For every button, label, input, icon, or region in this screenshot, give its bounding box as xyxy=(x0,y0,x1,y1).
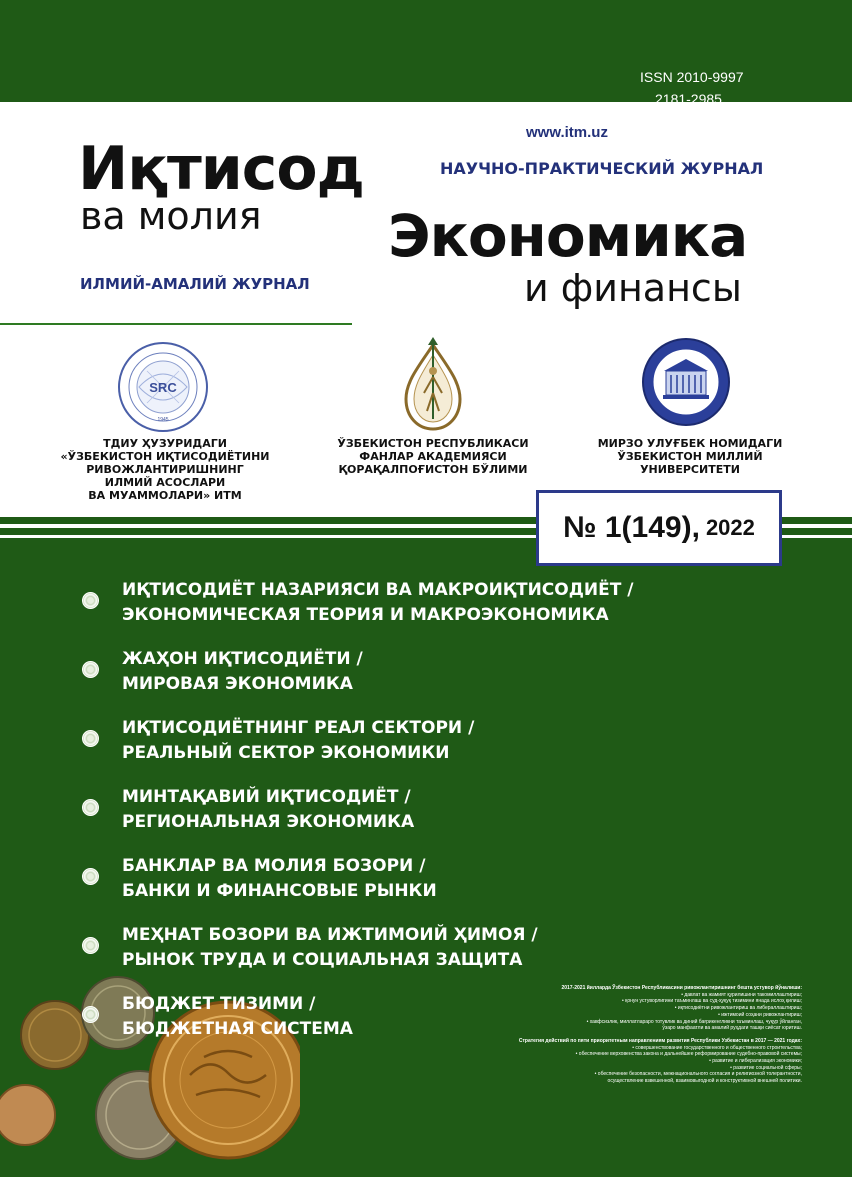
section-title-ru: БЮДЖЕТНАЯ СИСТЕМА xyxy=(122,1019,353,1039)
issue-year: 2022 xyxy=(705,515,755,540)
section-title-ru: РЕАЛЬНЫЙ СЕКТОР ЭКОНОМИКИ xyxy=(122,743,450,763)
section-title-uz: БЮДЖЕТ ТИЗИМИ / xyxy=(122,994,316,1014)
issn-block xyxy=(640,66,800,110)
bullet-icon xyxy=(82,1006,99,1023)
section-title-uz: МЕҲНАТ БОЗОРИ ВА ИЖТИМОИЙ ҲИМОЯ / xyxy=(122,925,538,945)
section-title-ru: РЕГИОНАЛЬНАЯ ЭКОНОМИКА xyxy=(122,812,415,832)
notes-title-uz: 2017-2021 йилларда Ўзбекистон Республикасини ривожлантиришнинг бешта устувор йўналиши: xyxy=(561,985,802,991)
website-link[interactable]: www.itm.uz xyxy=(526,124,608,141)
issn-line-1: ISSN 2010-9997 xyxy=(640,69,744,85)
src-emblem-icon xyxy=(117,341,209,433)
academy-emblem-icon xyxy=(398,337,468,433)
notes-title-ru: Стратегия действий по пяти приоритетным направлениям развития Республики Узбекистан в 2017 — 2021 годах: xyxy=(518,1037,802,1044)
org-name-academy: ЎЗБЕКИСТОН РЕСПУБЛИКАСИ ФАНЛАР АКАДЕМИЯСИ ҚОРАҚАЛПОҒИСТОН БЎЛИМИ xyxy=(337,437,529,476)
section-title-uz: ЖАҲОН ИҚТИСОДИЁТИ / xyxy=(122,649,363,669)
issue-number-box xyxy=(536,490,782,566)
org-name-university: МИРЗО УЛУҒБЕК НОМИДАГИ ЎЗБЕКИСТОН МИЛЛИЙ УНИВЕРСИТЕТИ xyxy=(597,437,783,476)
svg-text:1945: 1945 xyxy=(157,417,169,423)
title-uz-sub: ва молия xyxy=(80,194,262,238)
src-logo-text: SRC xyxy=(149,380,177,395)
issn-line-2: 2181-2985 xyxy=(655,91,722,107)
university-emblem-icon xyxy=(641,337,731,427)
bullet-icon xyxy=(82,592,99,609)
strategy-notes: 2017-2021 йилларда Ўзбекистон Республикасини ривожлантиришнинг бешта устувор йўналиши: • давлат ва жамият қурилишини такомиллаштириш; • қонун устуворлигини таъминлаш ва суд-ҳуқуқ тизимини янада ислоҳ қилиш; • иқтисодиётни ривожлантириш ва либераллаштириш; • ижтимоий соҳани ривожлантириш; • хавфсизлик, миллатлараро тотувлик ва диний бағрикенгликни таъминлаш, чуқур ўйланган, ўзаро манфаатли ва амалий руҳдаги ташқи сиёсат юритиш. Стратегия действий по пяти приоритетным направлениям развития Республики Узбекистан в 2017 — 2021 годах: • совершенствование государственного и общественного строительства; • обеспечение верховенства закона и дальнейшее реформирование судебно-правовой системы; • развитие и либерализация экономики; • развитие социальной сферы; • обеспечение безопасности, межнационального согласия и религиозной толерантности, осуществление взвешенной, взаимовыгодной и конструктивной внешней политики. xyxy=(400,985,802,1085)
bullet-icon xyxy=(82,937,99,954)
title-ru-main: Экономика xyxy=(388,202,748,270)
org-name-itm: ТДИУ ҲУЗУРИДАГИ «ЎЗБЕКИСТОН ИҚТИСОДИЁТИНИ РИВОЖЛАНТИРИШНИНГ ИЛМИЙ АСОСЛАРИ ВА МУАММОЛАРИ» ИТМ xyxy=(60,437,270,502)
bullet-icon xyxy=(82,661,99,678)
section-title-ru: ЭКОНОМИЧЕСКАЯ ТЕОРИЯ И МАКРОЭКОНОМИКА xyxy=(122,605,609,625)
section-title-uz: ИҚТИСОДИЁТНИНГ РЕАЛ СЕКТОРИ / xyxy=(122,718,475,738)
section-title-ru: РЫНОК ТРУДА И СОЦИАЛЬНАЯ ЗАЩИТА xyxy=(122,950,523,970)
section-title-ru: БАНКИ И ФИНАНСОВЫЕ РЫНКИ xyxy=(122,881,437,901)
subtitle-uz: ИЛМИЙ-АМАЛИЙ ЖУРНАЛ xyxy=(80,275,310,293)
issue-number: № 1(149), xyxy=(563,511,700,544)
section-title-uz: ИҚТИСОДИЁТ НАЗАРИЯСИ ВА МАКРОИҚТИСОДИЁТ / xyxy=(122,580,634,600)
section-title-uz: МИНТАҚАВИЙ ИҚТИСОДИЁТ / xyxy=(122,787,411,807)
title-ru-sub: и финансы xyxy=(524,266,742,310)
section-title-ru: МИРОВАЯ ЭКОНОМИКА xyxy=(122,674,353,694)
subtitle-ru: НАУЧНО-ПРАКТИЧЕСКИЙ ЖУРНАЛ xyxy=(440,159,764,178)
title-uz-main: Иқтисод xyxy=(78,134,364,204)
section-title-uz: БАНКЛАР ВА МОЛИЯ БОЗОРИ / xyxy=(122,856,426,876)
bullet-icon xyxy=(82,868,99,885)
bullet-icon xyxy=(82,799,99,816)
bullet-icon xyxy=(82,730,99,747)
title-divider xyxy=(0,323,352,325)
